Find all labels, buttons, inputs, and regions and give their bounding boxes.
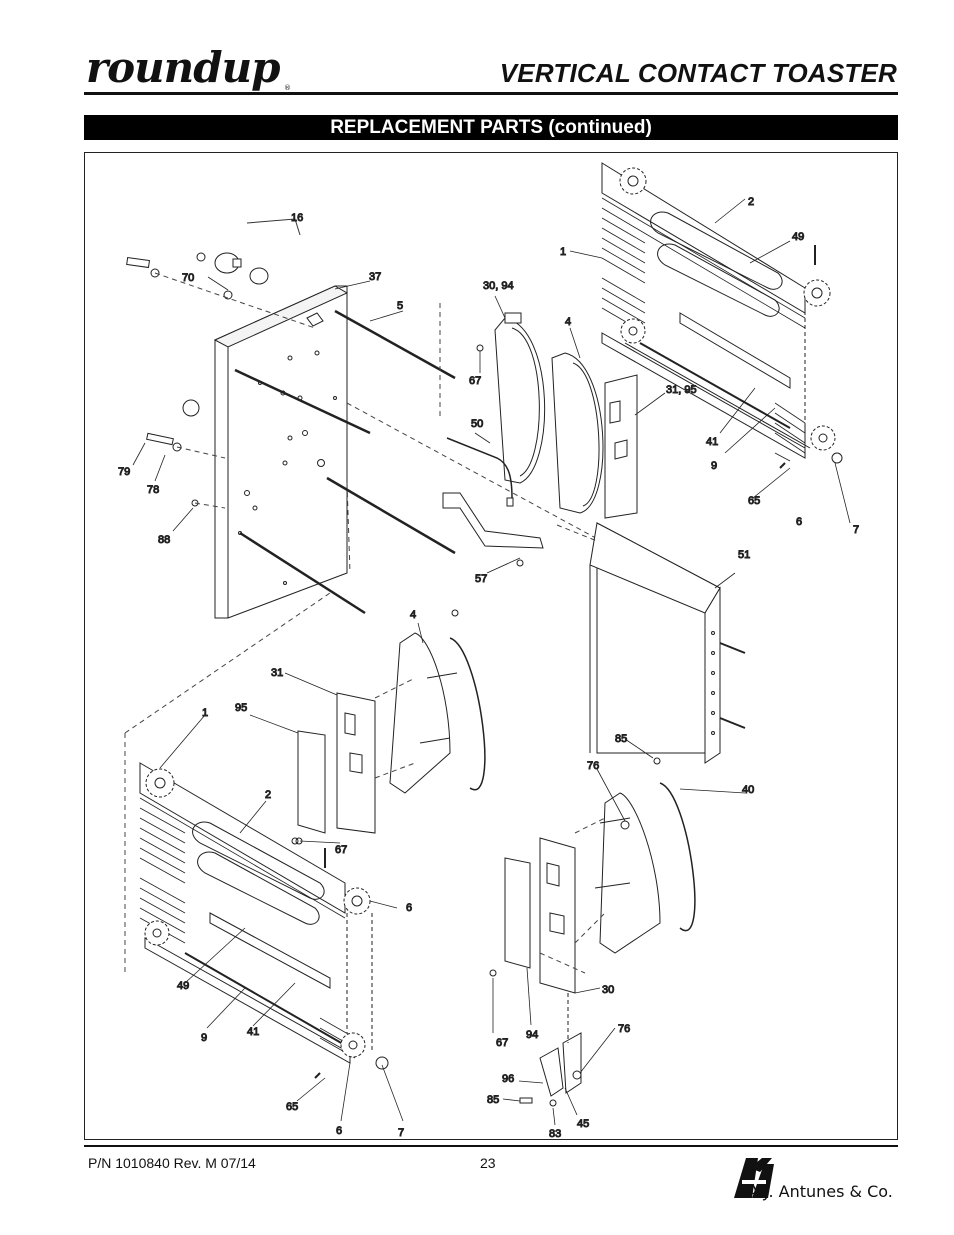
callout-2-lower: 2 [265,789,272,801]
svg-text:roundup: roundup [86,46,280,92]
main-panel [215,286,347,618]
section-title: REPLACEMENT PARTS (continued) [84,115,898,140]
callout-45: 45 [577,1118,590,1130]
callout-85-upper: 85 [615,733,628,745]
callout-67-lower: 67 [496,1037,509,1049]
callout-96: 96 [502,1073,515,1085]
callout-37: 37 [369,271,382,283]
document-title: VERTICAL CONTACT TOASTER [499,58,897,88]
callout-51: 51 [738,549,751,561]
callout-41-lower: 41 [247,1026,260,1038]
callout-76-upper: 76 [587,760,600,772]
guide-assembly-lower [490,758,695,993]
callout-67-upper: 67 [469,375,482,387]
callout-95: 95 [235,702,248,714]
callout-1-lower: 1 [202,707,209,719]
callout-76-lower: 76 [618,1023,631,1035]
callout-31-95-upper: 31, 95 [666,384,697,396]
wire-assembly [447,438,512,498]
exploded-parts-diagram [84,152,898,1140]
callout-88: 88 [158,534,171,546]
callout-79: 79 [118,466,131,478]
callout-83: 83 [549,1128,562,1139]
lower-bracket [520,993,581,1106]
callout-5: 5 [397,300,404,312]
callout-6-lower: 6 [336,1125,343,1137]
callout-30: 30 [602,984,615,996]
footer-rule [84,1145,898,1147]
callout-50: 50 [471,418,484,430]
callout-30-94: 30, 94 [483,280,514,292]
header-rule [84,92,898,95]
callout-57: 57 [475,573,488,585]
cover-panel [590,523,745,763]
callout-40: 40 [742,784,755,796]
callout-16: 16 [291,212,304,224]
callout-6-middle: 6 [406,902,413,914]
callout-70: 70 [182,272,195,284]
callout-7-upper: 7 [853,524,860,536]
callout-65-upper: 65 [748,495,761,507]
company-name: A.J. Antunes & Co. [748,1182,893,1201]
callout-65-lower: 65 [286,1101,299,1113]
callout-1-upper: 1 [560,246,567,258]
callout-67-middle: 67 [335,844,348,856]
heating-element-upper [602,163,842,468]
callout-94: 94 [526,1029,539,1041]
guide-assembly-middle [292,610,485,844]
callout-4-middle: 4 [410,609,417,621]
callout-41-upper: 41 [706,436,719,448]
callout-31: 31 [271,667,284,679]
callout-7-lower: 7 [398,1127,405,1139]
callout-9-upper: 9 [711,460,718,472]
callout-9-lower: 9 [201,1032,208,1044]
svg-text:®: ® [284,84,291,92]
callout-2-upper: 2 [748,196,755,208]
page-number: 23 [480,1155,496,1171]
callout-49-lower: 49 [177,980,190,992]
roundup-logo [84,46,314,96]
part-number: P/N 1010840 Rev. M 07/14 [88,1155,256,1171]
callout-4-upper: 4 [565,316,572,328]
callout-6-upper: 6 [796,516,803,528]
callout-49-upper: 49 [792,231,805,243]
callout-85-lower: 85 [487,1094,500,1106]
callout-78: 78 [147,484,160,496]
